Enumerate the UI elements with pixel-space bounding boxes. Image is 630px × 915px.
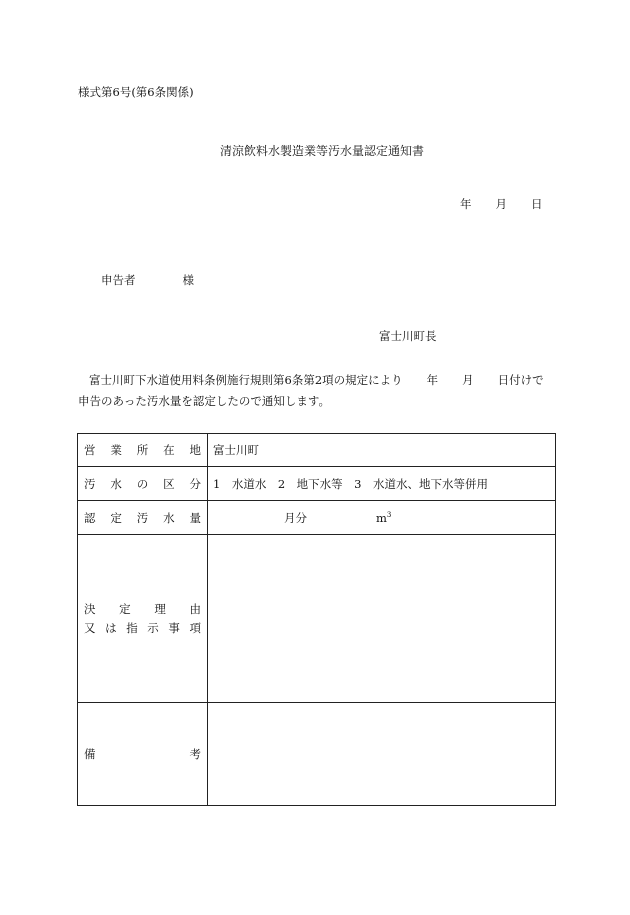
date-line [460, 199, 543, 211]
label-char: 決 [84, 602, 96, 616]
label-char: 汚 [136, 510, 149, 525]
table-row-volume [78, 501, 556, 535]
volume-period: 月分 [284, 510, 307, 525]
label-char: 認 [84, 510, 96, 525]
label-char: の [136, 476, 149, 491]
reason-label-line1 [84, 601, 201, 617]
applicant-line [101, 275, 194, 287]
category-label [84, 476, 201, 492]
table-row-location [78, 434, 556, 467]
reason-label-line2 [84, 620, 201, 636]
label-char: 区 [163, 476, 175, 491]
location-label [84, 442, 201, 458]
applicant-label: 申告者 [101, 273, 136, 287]
label-char: 所 [136, 443, 149, 457]
remarks-label [84, 746, 201, 762]
reason-value[interactable] [208, 535, 556, 703]
applicant-honorific: 様 [182, 273, 194, 287]
volume-value [208, 501, 556, 535]
label-char: 水 [163, 510, 175, 525]
notification-table [77, 433, 556, 806]
table-row-reason [78, 535, 556, 703]
document-title: 清涼飲料水製造業等汚水量認定通知書 [220, 144, 425, 158]
label-char: 地 [189, 443, 201, 457]
reason-label-cell [78, 535, 208, 703]
date-year: 年 [460, 197, 472, 211]
body-text-b: 日付けで [497, 373, 544, 387]
date-month: 月 [495, 197, 507, 211]
body-month: 月 [462, 373, 474, 387]
label-char: 定 [119, 602, 131, 616]
category-label-cell [78, 467, 208, 501]
volume-unit-base: m [376, 510, 387, 525]
label-char: 示 [147, 621, 159, 635]
date-day: 日 [531, 197, 543, 211]
label-char: 定 [110, 510, 122, 525]
label-char: 備 [84, 747, 96, 761]
volume-label [84, 510, 201, 526]
volume-label-cell [78, 501, 208, 535]
label-char: 汚 [84, 476, 96, 491]
issuer: 富士川町長 [379, 329, 437, 343]
table-row-category [78, 467, 556, 501]
label-char: 分 [189, 476, 201, 491]
label-char: 考 [189, 747, 201, 761]
label-char: 在 [163, 443, 175, 457]
remarks-label-cell [78, 703, 208, 806]
label-char: 由 [189, 602, 201, 616]
label-char: 指 [126, 621, 138, 635]
label-char: は [105, 621, 117, 635]
body-line-1 [89, 375, 544, 387]
volume-unit-sup: 3 [386, 510, 392, 519]
remarks-value[interactable] [208, 703, 556, 806]
body-text-a: 富士川町下水道使用料条例施行規則第6条第2項の規定により [89, 373, 403, 387]
location-value: 富士川町 [208, 434, 556, 467]
table-row-remarks [78, 703, 556, 806]
label-char: 事 [168, 621, 180, 635]
label-char: 水 [110, 476, 122, 491]
category-value: 1 水道水 2 地下水等 3 水道水、地下水等併用 [208, 467, 556, 501]
volume-unit [376, 511, 391, 525]
label-char: 又 [84, 621, 96, 635]
form-number: 様式第6号(第6条関係) [78, 85, 194, 99]
body-line-2: 申告のあった汚水量を認定したので通知します。 [78, 394, 330, 408]
label-char: 業 [110, 443, 122, 457]
label-char: 量 [189, 510, 201, 525]
label-char: 営 [84, 443, 96, 457]
location-label-cell [78, 434, 208, 467]
body-year: 年 [426, 373, 439, 387]
label-char: 理 [154, 602, 166, 616]
label-char: 項 [189, 621, 201, 635]
